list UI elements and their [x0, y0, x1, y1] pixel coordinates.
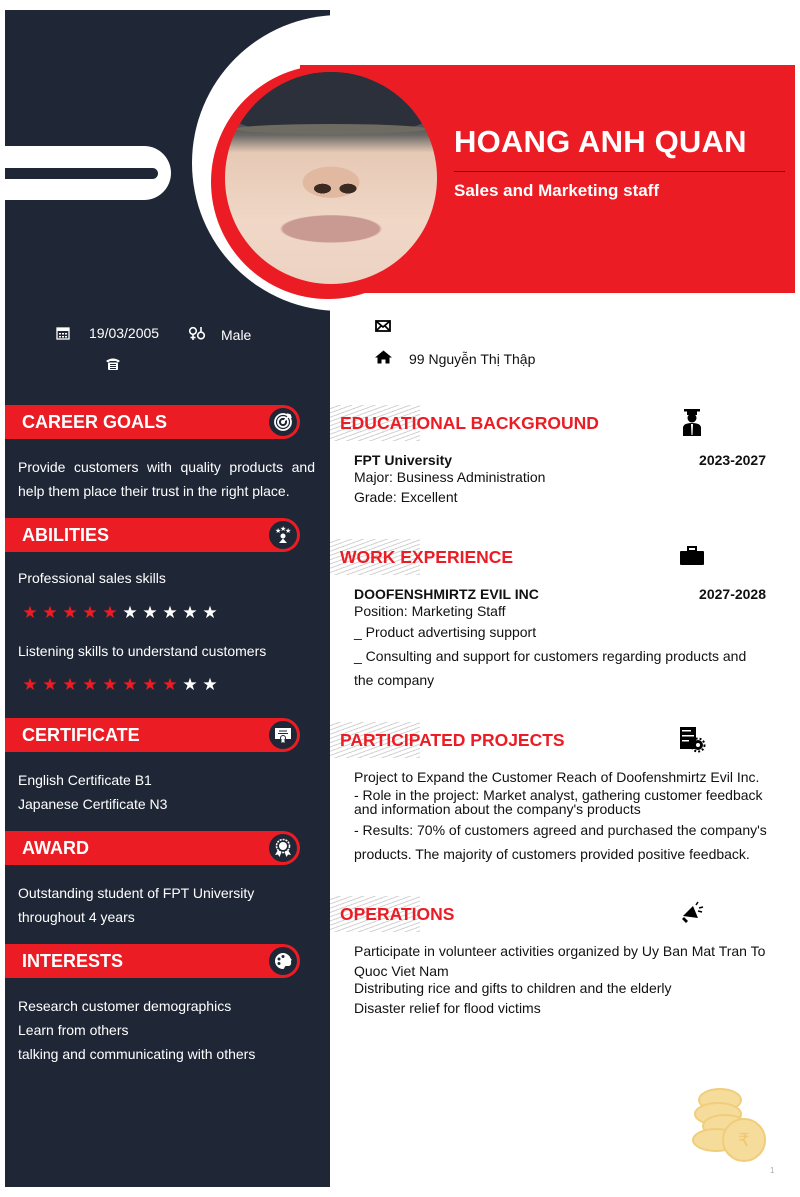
candidate-name: HOANG ANH QUAN — [454, 124, 747, 159]
work-duty: _ Product advertising support — [354, 624, 537, 640]
section-title: ABILITIES — [22, 525, 110, 545]
project-line: - Role in the project: Market analyst, gathering customer feedback — [354, 787, 763, 803]
phone-icon — [105, 356, 121, 371]
star-icon: ★ — [182, 603, 198, 622]
operation-line: Participate in volunteer activities organized by Uy Ban Mat Tran To — [354, 943, 766, 959]
section-header-certificate — [5, 718, 300, 752]
star-icon: ★ — [182, 675, 198, 694]
section-title: OPERATIONS — [340, 904, 455, 924]
section-title: EDUCATIONAL BACKGROUND — [340, 413, 599, 433]
interest-item: talking and communicating with others — [18, 1046, 256, 1062]
server-gear-icon — [678, 724, 706, 754]
star-icon: ★ — [62, 675, 78, 694]
certificate-item: English Certificate B1 — [18, 772, 152, 788]
ability-label: Professional sales skills — [18, 570, 166, 586]
ability-rating — [21, 676, 219, 694]
section-header-operations — [330, 896, 750, 932]
decorative-pill-inner — [5, 168, 158, 179]
medal-icon — [267, 832, 299, 864]
interest-item: Research customer demographics — [18, 998, 232, 1014]
address-value: 99 Nguyễn Thị Thập — [409, 351, 536, 367]
section-header-career-goals — [5, 405, 300, 439]
section-header-interests — [5, 944, 300, 978]
page-number: 1 — [770, 1166, 775, 1175]
interest-item: Learn from others — [18, 1022, 129, 1038]
section-title: CERTIFICATE — [22, 725, 140, 745]
address-row — [375, 347, 535, 367]
section-header-abilities — [5, 518, 300, 552]
svg-text:★: ★ — [280, 526, 287, 533]
calendar-icon — [56, 326, 70, 340]
star-icon: ★ — [162, 603, 178, 622]
email-row — [375, 320, 391, 332]
operation-line: Distributing rice and gifts to children and the elderly — [354, 980, 672, 996]
name-divider — [454, 171, 785, 172]
star-icon: ★ — [122, 675, 138, 694]
education-grade: Grade: Excellent — [354, 489, 458, 505]
star-icon: ★ — [42, 675, 58, 694]
svg-text:★: ★ — [285, 528, 292, 535]
certificate-item: Japanese Certificate N3 — [18, 796, 168, 812]
star-icon: ★ — [102, 675, 118, 694]
star-icon: ★ — [162, 675, 178, 694]
birthdate-value: 19/03/2005 — [89, 325, 160, 341]
section-title: PARTICIPATED PROJECTS — [340, 730, 565, 750]
section-title: INTERESTS — [22, 951, 124, 971]
palette-icon — [267, 945, 299, 977]
megaphone-icon — [678, 898, 706, 928]
star-icon: ★ — [102, 603, 118, 622]
home-icon — [375, 350, 392, 364]
section-title: CAREER GOALS — [22, 412, 168, 432]
career-goals-text: Provide customers with quality products and help them place their trust in the right place. — [18, 459, 315, 499]
ability-rating — [21, 604, 219, 622]
project-line: products. The majority of customers provided positive feedback. — [354, 846, 750, 862]
email-icon — [375, 320, 391, 332]
star-icon: ★ — [142, 603, 158, 622]
star-icon: ★ — [42, 603, 58, 622]
coins-illustration: ₹ — [690, 1088, 770, 1164]
section-title: WORK EXPERIENCE — [340, 547, 514, 567]
project-line: and information about the company's products — [354, 801, 641, 817]
target-icon — [267, 406, 299, 438]
section-header-award — [5, 831, 300, 865]
project-line: - Results: 70% of customers agreed and purchased the company's — [354, 822, 767, 838]
ability-label: Listening skills to understand customers — [18, 643, 267, 659]
project-line: Project to Expand the Customer Reach of Doofenshmirtz Evil Inc. — [354, 769, 760, 785]
company-name: DOOFENSHMIRTZ EVIL INC — [354, 586, 539, 602]
star-icon: ★ — [122, 603, 138, 622]
award-text: Outstanding student of FPT University — [18, 885, 255, 901]
svg-text:★: ★ — [275, 528, 282, 535]
star-icon: ★ — [202, 603, 218, 622]
star-icon: ★ — [82, 675, 98, 694]
section-header-education — [330, 405, 750, 441]
education-major: Major: Business Administration — [354, 469, 546, 485]
school-name: FPT University — [354, 452, 453, 468]
profile-photo — [225, 72, 437, 284]
operation-line: Disaster relief for flood victims — [354, 1000, 541, 1016]
phone-row — [105, 356, 121, 371]
star-icon: ★ — [202, 675, 218, 694]
work-period: 2027-2028 — [699, 586, 766, 602]
star-icon: ★ — [142, 675, 158, 694]
award-text: throughout 4 years — [18, 909, 135, 925]
work-duty: _ Consulting and support for customers regarding products and — [354, 648, 747, 664]
candidate-role: Sales and Marketing staff — [454, 181, 660, 200]
star-icon: ★ — [62, 603, 78, 622]
stars-badge-icon — [267, 519, 299, 551]
work-duty: the company — [354, 672, 435, 688]
gender-row — [188, 324, 251, 343]
operation-line: Quoc Viet Nam — [354, 963, 449, 979]
gender-icon — [188, 326, 206, 342]
star-icon: ★ — [22, 603, 38, 622]
briefcase-icon — [678, 541, 706, 571]
graduate-icon — [678, 407, 706, 437]
work-position: Position: Marketing Staff — [354, 603, 506, 619]
star-icon: ★ — [82, 603, 98, 622]
star-icon: ★ — [22, 675, 38, 694]
birthdate-row — [56, 325, 159, 341]
certificate-icon — [267, 719, 299, 751]
section-header-work — [330, 539, 750, 575]
education-period: 2023-2027 — [699, 452, 766, 468]
section-header-projects — [330, 722, 750, 758]
gender-value: Male — [221, 327, 252, 343]
section-title: AWARD — [22, 838, 89, 858]
